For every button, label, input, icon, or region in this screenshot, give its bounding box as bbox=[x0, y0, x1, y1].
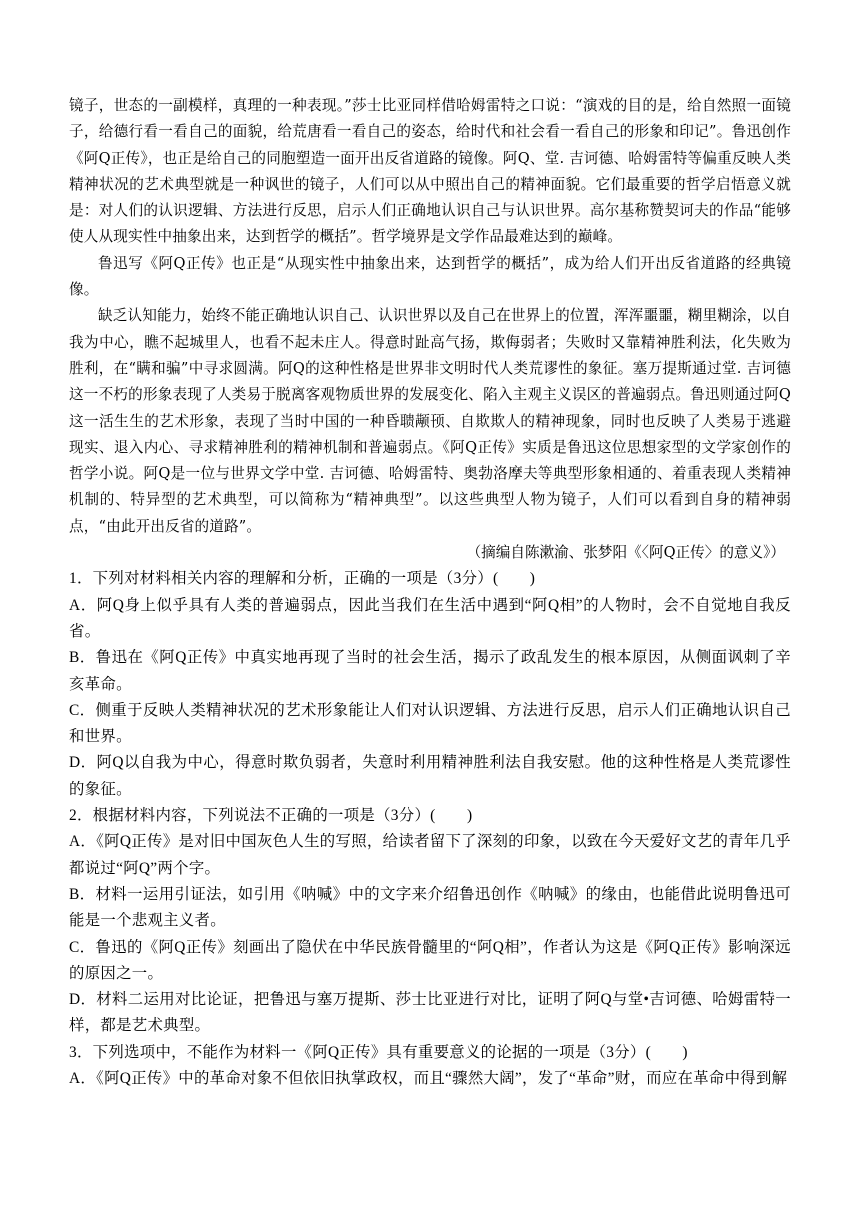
question-stem: 2．根据材料内容，下列说法不正确的一项是（3分）( ) bbox=[69, 807, 473, 825]
question-3 bbox=[69, 1040, 791, 1093]
passage-source: （摘编自陈漱渝、张梦阳《〈阿Q正传〉的意义》） bbox=[466, 544, 785, 562]
option-a: A．《阿Q正传》中的革命对象不但依旧执掌政权，而且“骤然大阔”，发了“革命”财，而应在革命中得到解 bbox=[69, 1069, 788, 1087]
passage-paragraph-3: 缺乏认知能力，始终不能正确地认识自己、认识世界以及自己在世界上的位置，浑浑噩噩，糊里糊涂，以自我为中心，瞧不起城里人，也看不起未庄人。得意时趾高气扬，欺侮弱者；失败时又靠精神胜利法，化失败为胜利，在“瞒和骗”中寻求圆满。阿Q的这种性格是世界非文明时代人类荒谬性的象征。塞万提斯通过堂. 吉诃德这一不朽的形象表现了人类易于脱离客观物质世界的发展变化、陷入主观主义误区的普遍弱点。鲁迅则通过阿Q这一活生生的艺术形象，表现了当时中国的一种昏聩颟顸、自欺欺人的精神现象，同时也反映了人类易于逃避现实、退入内心、寻求精神胜利的精神机制和普遍弱点。《阿Q正传》实质是鲁迅这位思想家型的文学家创作的哲学小说。阿Q是一位与世界文学中堂. 吉诃德、哈姆雷特、奥勃洛摩夫等典型形象相通的、着重表现人类精神机制的、特异型的艺术典型，可以简称为“精神典型”。以这些典型人物为镜子，人们可以看到自身的精神弱点，“由此开出反省的道路”。 bbox=[69, 307, 791, 535]
option-d: D．材料二运用对比论证，把鲁迅与塞万提斯、莎士比亚进行对比，证明了阿Q与堂•吉诃德、哈姆雷特一样，都是艺术典型。 bbox=[69, 991, 791, 1035]
option-d: D．阿Q以自我为中心，得意时欺负弱者，失意时利用精神胜利法自我安慰。他的这种性格是人类荒谬性的象征。 bbox=[69, 754, 791, 798]
question-1 bbox=[69, 566, 791, 803]
passage-paragraph-2: 鲁迅写《阿Q正传》也正是“从现实性中抽象出来，达到哲学的概括”，成为给人们开出反省道路的经典镜像。 bbox=[69, 254, 791, 299]
passage-paragraph-1: 镜子，世态的一副模样，真理的一种表现。”莎士比亚同样借哈姆雷特之口说：“演戏的目的是，给自然照一面镜子，给德行看一看自己的面貌，给荒唐看一看自己的姿态，给时代和社会看一看自己的形象和印记”。鲁迅创作《阿Q正传》，也正是给自己的同胞塑造一面开出反省道路的镜像。阿Q、堂. 吉诃德、哈姆雷特等偏重反映人类精神状况的艺术典型就是一种讽世的镜子，人们可以从中照出自己的精神面貌。它们最重要的哲学启悟意义就是：对人们的认识逻辑、方法进行反思，启示人们正确地认识自己与认识世界。高尔基称赞契诃夫的作品“能够使人从现实性中抽象出来，达到哲学的概括”。哲学境界是文学作品最难达到的巅峰。 bbox=[69, 97, 791, 246]
option-c: C．鲁迅的《阿Q正传》刻画出了隐伏在中华民族骨髓里的“阿Q相”，作者认为这是《阿Q正传》影响深远的原因之一。 bbox=[69, 938, 791, 982]
question-2 bbox=[69, 803, 791, 1040]
document-page bbox=[69, 93, 791, 1092]
option-c: C．侧重于反映人类精神状况的艺术形象能让人们对认识逻辑、方法进行反思，启示人们正确地认识自己和世界。 bbox=[69, 701, 791, 746]
question-stem: 3．下列选项中，不能作为材料一《阿Q正传》具有重要意义的论据的一项是（3分）( ) bbox=[69, 1043, 688, 1061]
option-b: B．材料一运用引证法，如引用《呐喊》中的文字来介绍鲁迅创作《呐喊》的缘由，也能借此说明鲁迅可能是一个悲观主义者。 bbox=[69, 885, 791, 930]
option-a: A．阿Q身上似乎具有人类的普遍弱点，因此当我们在生活中遇到“阿Q相”的人物时，会不自觉地自我反省。 bbox=[69, 596, 791, 640]
option-a: A．《阿Q正传》是对旧中国灰色人生的写照，给读者留下了深刻的印象，以致在今天爱好文艺的青年几乎都说过“阿Q”两个字。 bbox=[69, 833, 791, 877]
option-b: B．鲁迅在《阿Q正传》中真实地再现了当时的社会生活，揭示了政乱发生的根本原因，从侧面讽刺了辛亥革命。 bbox=[69, 649, 791, 693]
question-stem: 1．下列对材料相关内容的理解和分析，正确的一项是（3分）( ) bbox=[69, 570, 536, 588]
